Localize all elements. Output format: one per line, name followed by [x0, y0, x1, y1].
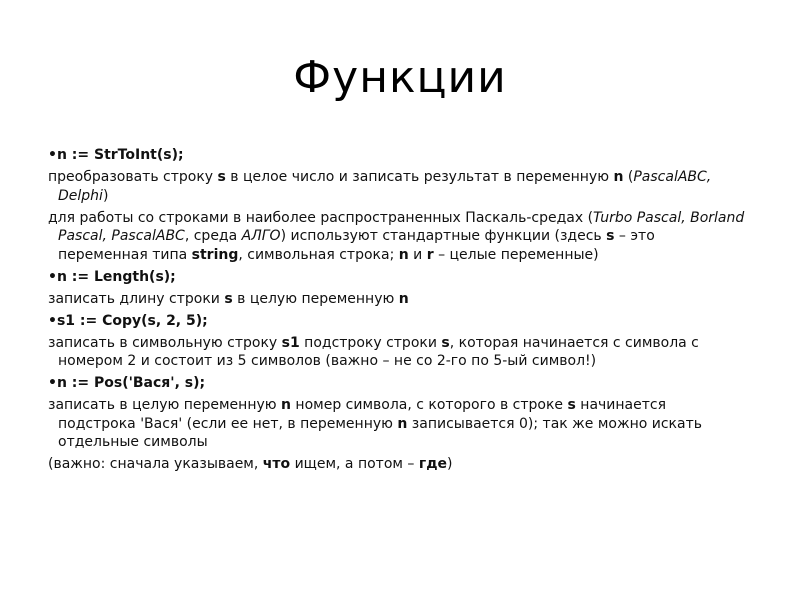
slide-content — [48, 146, 748, 474]
slide-title: Функции — [293, 52, 507, 103]
plain-text-run: , символьная строка; — [238, 246, 399, 263]
function-copy-desc — [48, 334, 748, 371]
plain-text-run: в целое число и записать результат в переменную — [225, 169, 614, 185]
bold-text-run: s1 — [281, 334, 300, 351]
plain-text-run: , которая начинается с символа с номером 2 и состоит из 5 символов (важно – не со 2-го по 5-ый символ!) — [58, 334, 699, 369]
plain-text-run: в целую переменную — [232, 290, 399, 307]
plain-text-run: преобразовать строку — [48, 169, 218, 185]
function-pos-code: •n := Pos('Вася', s); — [48, 375, 206, 391]
plain-text-run: ) — [102, 187, 109, 204]
bold-text-run: n — [613, 169, 624, 185]
bold-text-run: s — [441, 334, 450, 351]
bold-text-run: что — [262, 456, 291, 472]
italic-text-run: PascalABC, Delphi — [58, 169, 712, 204]
bold-text-run: s — [224, 290, 233, 307]
function-copy-code: •s1 := Copy(s, 2, 5); — [48, 312, 208, 329]
plain-text-run: записать в символьную строку — [48, 334, 282, 351]
pascal-environments-note — [48, 209, 748, 265]
plain-text-run: (важно: сначала указываем, — [48, 456, 263, 472]
plain-text-run: , среда — [184, 228, 242, 244]
plain-text-run: записать длину строки — [48, 290, 225, 307]
bold-text-run: n — [398, 290, 409, 307]
plain-text-run: и — [408, 246, 427, 263]
plain-text-run: подстроку строки — [299, 334, 442, 351]
bold-text-run: s — [217, 169, 226, 185]
search-order-note — [48, 455, 748, 474]
function-strtoint-desc — [48, 168, 748, 205]
bold-text-run: r — [426, 246, 434, 263]
function-length-code: •n := Length(s); — [48, 268, 176, 285]
plain-text-run: записывается 0); так же можно искать отдельные символы — [58, 415, 703, 450]
bold-text-run: n — [281, 397, 291, 413]
plain-text-run: записать в целую переменную — [48, 397, 281, 413]
plain-text-run: номер символа, с которого в строке — [290, 397, 568, 413]
italic-text-run: АЛГО — [241, 228, 281, 244]
bold-text-run: n — [398, 246, 409, 263]
plain-text-run: для работы со строками в наиболее распространенных Паскаль-средах ( — [48, 209, 594, 226]
plain-text-run: ( — [623, 169, 634, 185]
plain-text-run: начинается подстрока 'Вася' (если ее нет, в переменную — [58, 397, 667, 432]
plain-text-run: – это переменная типа — [58, 228, 655, 263]
function-length-desc — [48, 290, 748, 309]
function-strtoint-code: •n := StrToInt(s); — [48, 147, 184, 163]
bold-text-run: где — [418, 456, 447, 472]
function-pos-desc — [48, 396, 748, 452]
plain-text-run: ) используют стандартные функции (здесь — [280, 228, 607, 244]
bold-text-run: s — [606, 228, 615, 244]
plain-text-run: – целые переменные) — [433, 246, 599, 263]
bold-text-run: string — [191, 246, 239, 263]
bold-text-run: n — [397, 415, 408, 432]
plain-text-run: ) — [447, 456, 453, 472]
plain-text-run: ищем, а потом – — [290, 456, 419, 472]
bold-text-run: s — [567, 397, 576, 413]
italic-text-run: Turbo Pascal, Borland Pascal, PascalABC — [58, 209, 745, 244]
